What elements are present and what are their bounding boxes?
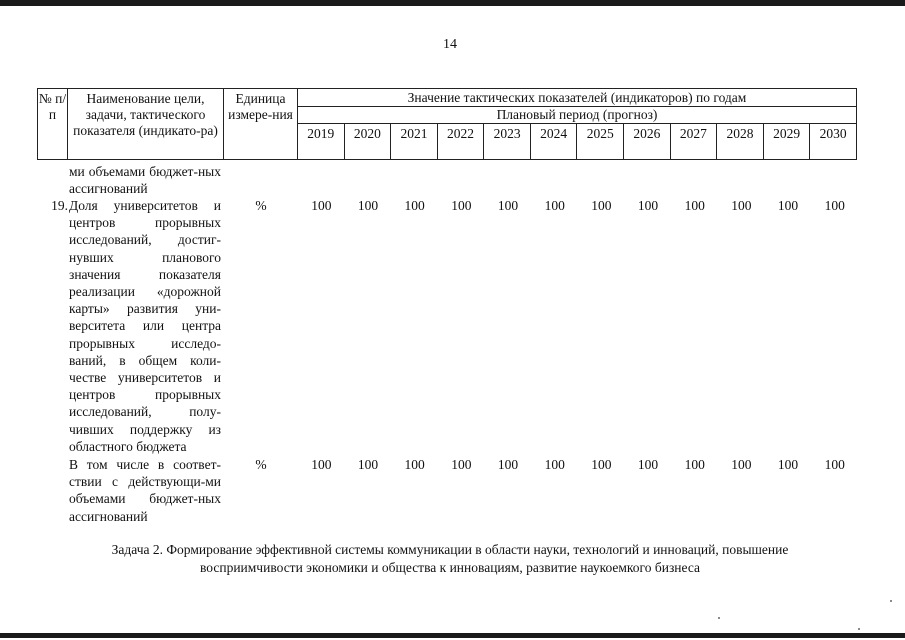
header-period: Плановый период (прогноз) bbox=[298, 107, 857, 124]
row-name: Доля университетов и центров прорывных исследований, достиг-нувших планового значения показателя реализации «дорожной карты» развития уни-верситета или центра прорывных исследо-ваний, в общем коли-честве университетов и центров прорывных исследований, полу-чивших поддержку из областного бюджета bbox=[69, 198, 221, 454]
header-values-title: Значение тактических показателей (индикаторов) по годам bbox=[298, 89, 857, 107]
header-year: 2019 bbox=[298, 124, 345, 160]
task-line-1: Задача 2. Формирование эффективной системы коммуникации в области науки, технологий и инноваций, повышение bbox=[111, 542, 789, 557]
header-year: 2027 bbox=[670, 124, 717, 160]
value-cell: 100 bbox=[404, 457, 425, 472]
header-unit: Единица измере-ния bbox=[224, 89, 298, 160]
value-cell: 100 bbox=[311, 198, 332, 213]
header-year: 2024 bbox=[530, 124, 577, 160]
value-cell: 100 bbox=[451, 198, 472, 213]
value-cell: 100 bbox=[497, 198, 519, 213]
value-cell: 100 bbox=[824, 457, 845, 472]
carryover-text: ми объемами бюджет-ных ассигнований bbox=[69, 164, 221, 197]
header-year: 2020 bbox=[344, 124, 391, 160]
header-year: 2023 bbox=[484, 124, 531, 160]
row-values bbox=[298, 197, 858, 214]
value-cell: 100 bbox=[731, 198, 752, 213]
page-number: 14 bbox=[443, 37, 457, 52]
value-cell: 100 bbox=[357, 457, 379, 472]
value-cell: 100 bbox=[544, 457, 565, 472]
header-year: 2026 bbox=[624, 124, 671, 160]
value-cell: 100 bbox=[404, 198, 425, 213]
header-year: 2022 bbox=[437, 124, 484, 160]
header-name: Наименование цели, задачи, тактического показателя (индикато-ра) bbox=[68, 89, 224, 160]
value-cell: 100 bbox=[637, 198, 659, 213]
value-cell: 100 bbox=[684, 198, 705, 213]
task-line-2: восприимчивости экономики и общества к инновациям, развитие наукоемкого бизнеса bbox=[199, 559, 700, 575]
header-year: 2021 bbox=[391, 124, 438, 160]
value-cell: 100 bbox=[824, 198, 845, 213]
scan-speck bbox=[890, 600, 892, 602]
row-name: В том числе в соответ-ствии с действующи-ми объемами бюджет-ных ассигнований bbox=[69, 457, 221, 524]
task-heading bbox=[40, 541, 860, 576]
scan-speck bbox=[858, 628, 860, 630]
header-year: 2029 bbox=[763, 124, 810, 160]
value-cell: 100 bbox=[311, 457, 332, 472]
table-header bbox=[37, 88, 857, 160]
value-cell: 100 bbox=[451, 457, 472, 472]
row-unit: % bbox=[255, 198, 267, 213]
value-cell: 100 bbox=[544, 198, 565, 213]
value-cell: 100 bbox=[591, 457, 612, 472]
row-number: 19. bbox=[51, 198, 68, 213]
value-cell: 100 bbox=[684, 457, 705, 472]
value-cell: 100 bbox=[357, 198, 379, 213]
value-cell: 100 bbox=[591, 198, 612, 213]
value-cell: 100 bbox=[777, 198, 799, 213]
scan-top-border bbox=[0, 0, 905, 6]
scan-speck bbox=[718, 617, 720, 619]
row-unit: % bbox=[255, 457, 267, 472]
header-year: 2025 bbox=[577, 124, 624, 160]
scan-bottom-border bbox=[0, 633, 905, 638]
value-cell: 100 bbox=[637, 457, 659, 472]
value-cell: 100 bbox=[497, 457, 519, 472]
header-num: № п/п bbox=[38, 89, 68, 160]
row-values bbox=[298, 456, 858, 473]
value-cell: 100 bbox=[777, 457, 799, 472]
value-cell: 100 bbox=[731, 457, 752, 472]
header-year: 2028 bbox=[717, 124, 764, 160]
header-year: 2030 bbox=[810, 124, 857, 160]
